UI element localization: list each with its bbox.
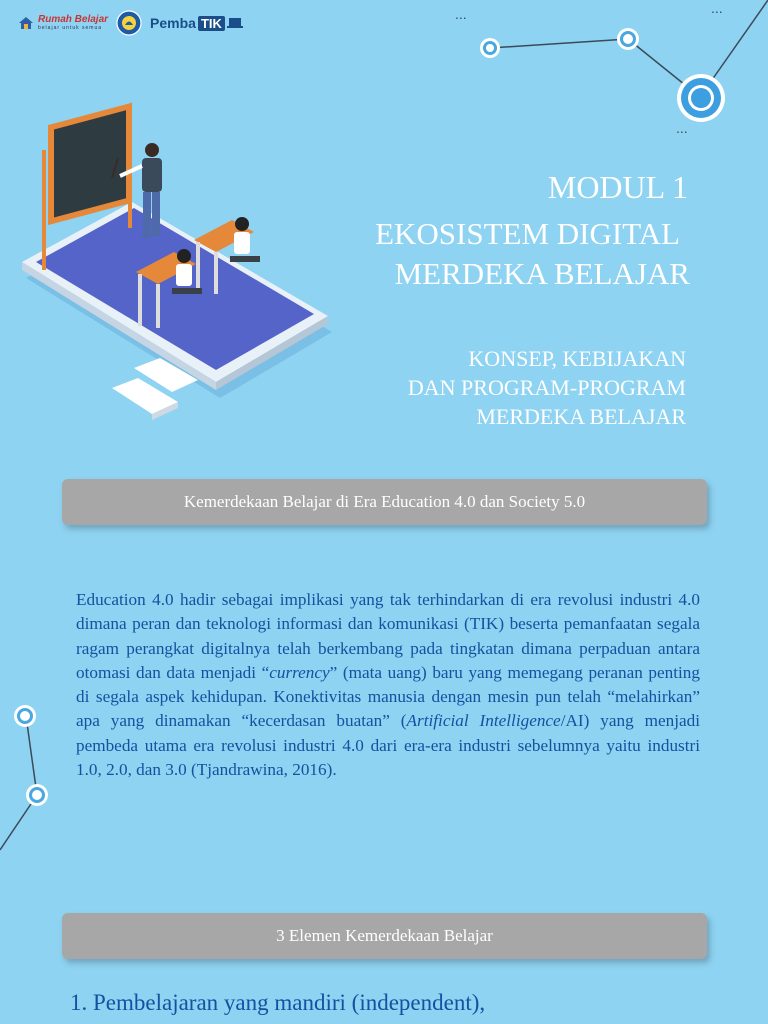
node-circle [26,784,48,806]
title-block [375,168,688,294]
node-circle [617,28,639,50]
section-heading-education-4: Kemerdekaan Belajar di Era Education 4.0 dan Society 5.0 [62,479,707,525]
module-title-line2: MERDEKA BELAJAR [394,256,690,291]
dots-decoration: ... [455,6,467,22]
section-heading-3-elements: 3 Elemen Kemerdekaan Belajar [62,913,707,959]
subtitle-line3: MERDEKA BELAJAR [476,404,686,429]
intro-paragraph [76,588,700,782]
dots-decoration: ... [676,120,688,136]
left-network-decoration [0,716,37,850]
node-circle [14,705,36,727]
node-circle-large [677,74,725,122]
pembatik-prefix: Pemba [150,15,196,31]
paragraph-part2: ” (mata uang) baru yang memegang peranan penting di segala aspek kehidupan. Konektivitas manusia dengan mesin pun telah “melahirkan” apa yang dinamakan “kecerdasan buatan” ( [76,662,700,731]
currency-term: currency [269,662,330,682]
subtitle-line1: KONSEP, KEBIJAKAN [468,346,686,371]
classroom-illustration [22,103,332,420]
module-subtitle [408,344,686,431]
module-title-line1: EKOSISTEM DIGITAL [375,216,680,251]
rumah-belajar-text: Rumah Belajar [38,14,109,25]
pembatik-suffix: TIK [198,16,225,31]
paragraph-part3: /AI) yang menjadi pembeda utama era revolusi industri 4.0 dari era-era industri sebelumnya yaitu industri 1.0, 2.0, dan 3.0 (Tjandrawina, 2016). [76,711,700,780]
dots-decoration: ... [711,0,723,16]
ai-term: Artificial Intelligence [406,711,561,731]
node-circle [480,38,500,58]
rumah-belajar-tagline: belajar untuk semua [38,25,103,31]
paragraph-part1: Education 4.0 hadir sebagai implikasi yang tak terhindarkan di era revolusi industri 4.0 dimana peran dan teknologi informasi dan komunikasi (TIK) beserta pemanfaatan segala ragam perangkat digitalnya telah berkembang pada tingkatan dimana perpaduan antara otomasi dan data menjadi “ [76,590,700,682]
module-number: MODUL 1 [547,169,688,205]
list-item: 1. Pembelajaran yang mandiri (independent), [70,990,486,1015]
subtitle-line2: DAN PROGRAM-PROGRAM [407,375,686,400]
